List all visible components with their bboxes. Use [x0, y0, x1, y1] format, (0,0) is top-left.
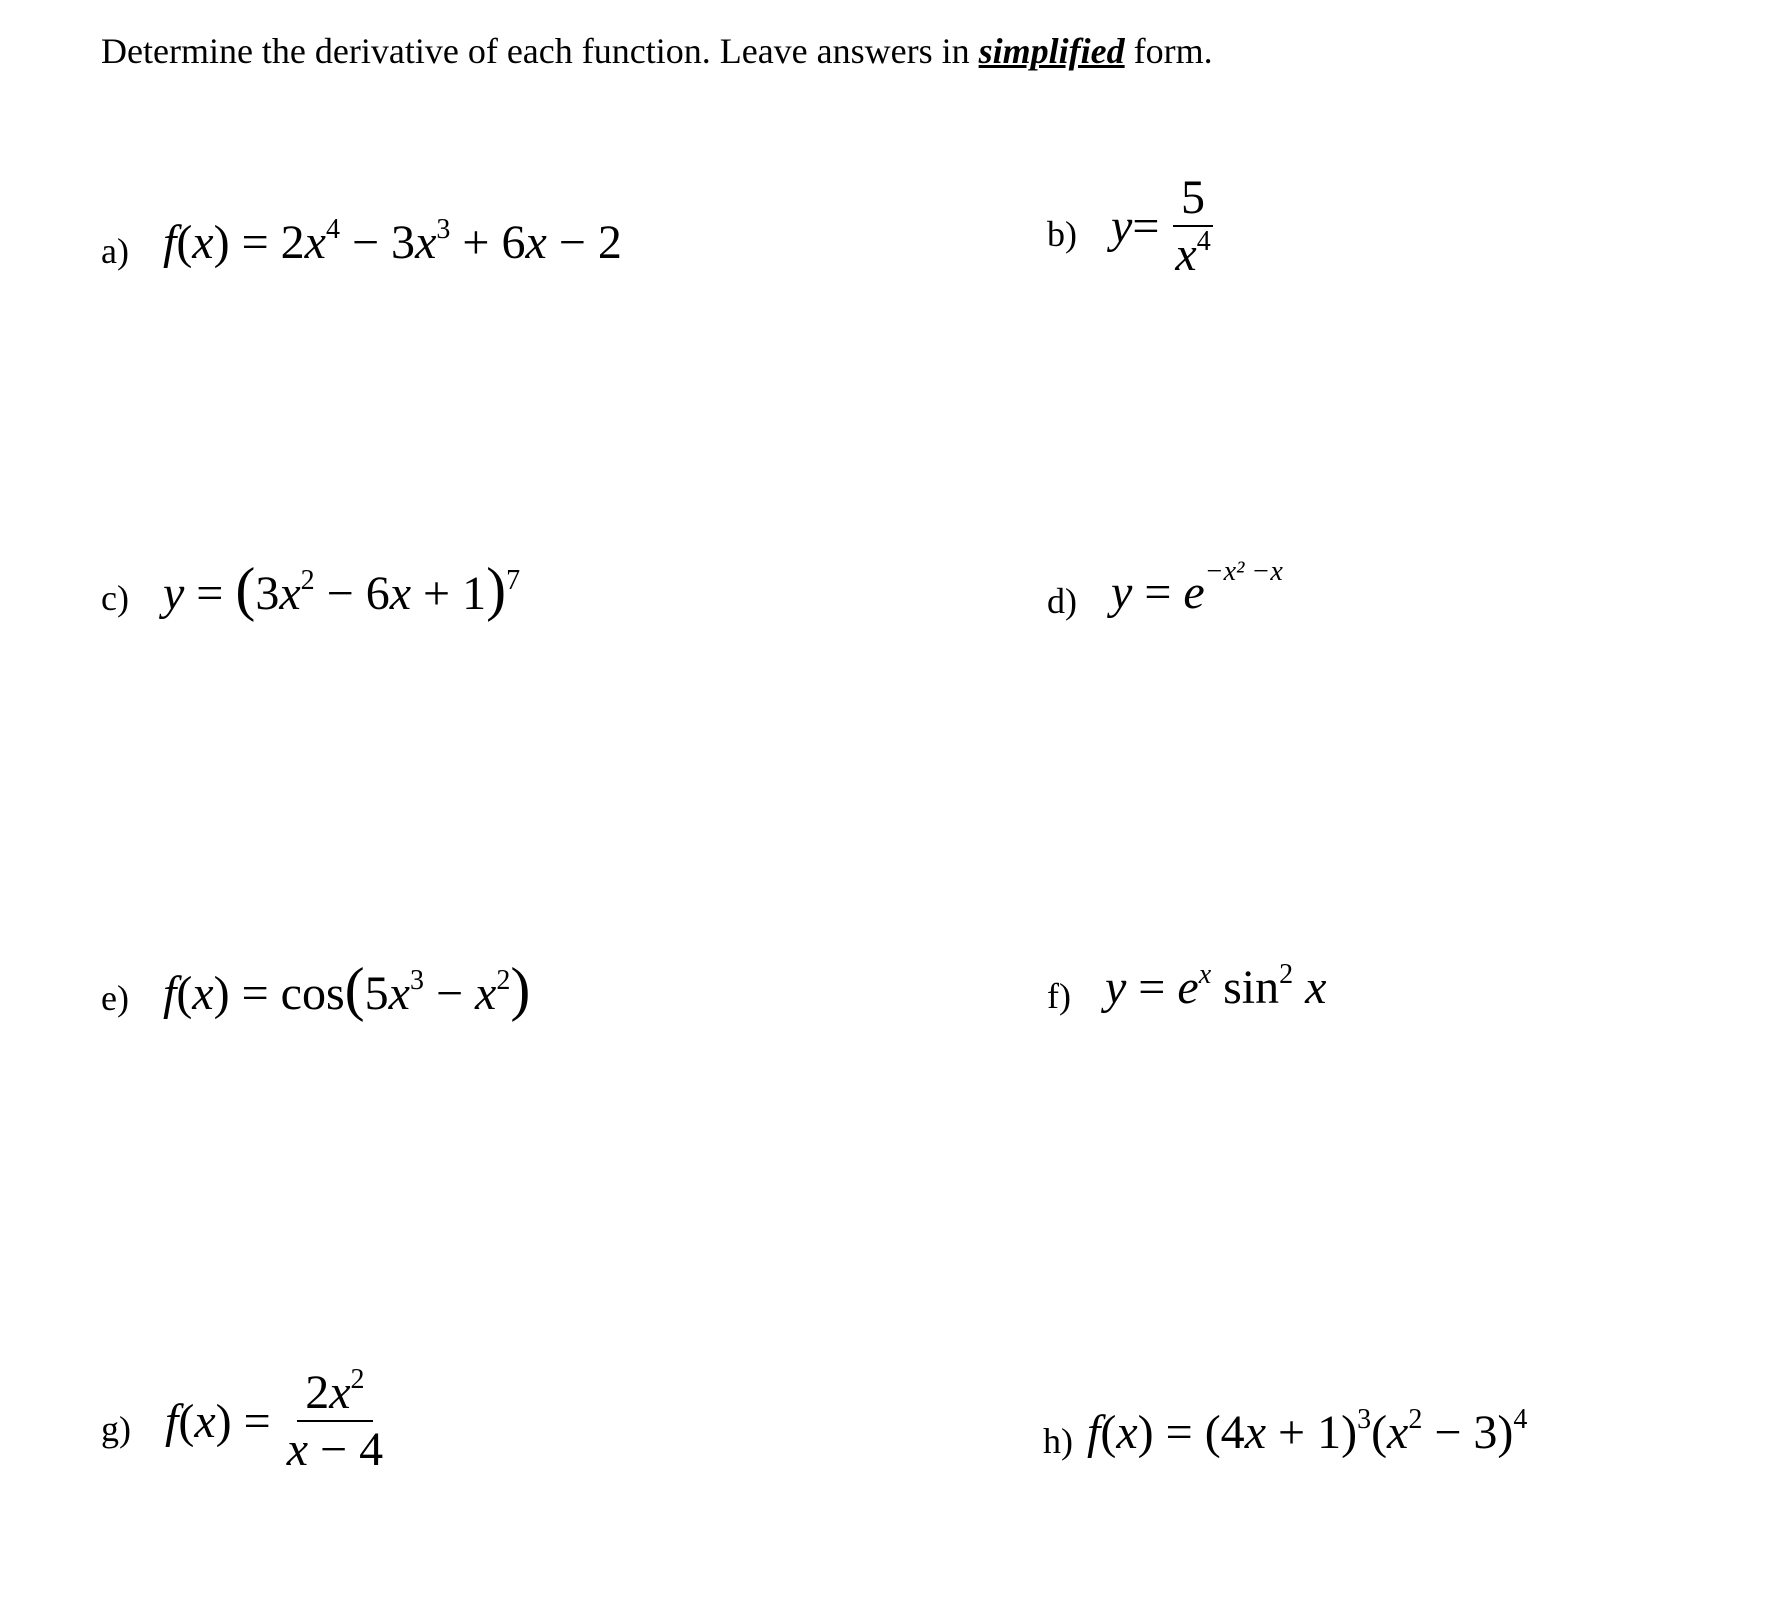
math-token: ( — [235, 556, 256, 622]
math-token: x — [475, 967, 497, 1020]
math-token: f — [165, 1394, 179, 1448]
math-token: y — [1111, 566, 1133, 619]
math-token: f — [162, 967, 177, 1020]
math-token: ) = (4 — [1137, 1406, 1245, 1459]
problem-label: d) — [1047, 580, 1077, 621]
problem-d — [1047, 556, 1283, 621]
math-token: x — [1198, 959, 1212, 990]
math-token: 4 — [1513, 1404, 1528, 1435]
math-token: − 3) — [1422, 1406, 1514, 1459]
math-token: 5 — [364, 967, 389, 1020]
math-token: 2 — [305, 1366, 330, 1419]
math-token: = — [184, 567, 236, 620]
math-token: 4 — [325, 214, 340, 245]
math-token: x — [304, 216, 326, 269]
problem-label: a) — [101, 230, 129, 271]
math-token: ( — [1371, 1406, 1388, 1459]
math-token: x — [525, 216, 547, 269]
problem-b — [1047, 170, 1219, 282]
problem-label: h) — [1043, 1420, 1073, 1461]
math-token: x — [192, 967, 214, 1020]
instructions-text-end: form. — [1124, 31, 1213, 71]
math-token: 5 — [1173, 170, 1213, 227]
math-token: x — [1293, 961, 1327, 1014]
math-token: x — [1387, 1406, 1409, 1459]
problem-label: c) — [101, 577, 129, 618]
math-token: 7 — [506, 565, 521, 596]
math-token: − 6 — [314, 567, 390, 620]
math-token: + 1 — [411, 567, 487, 620]
math-token: x — [194, 1394, 216, 1448]
math-token: y — [1111, 199, 1133, 253]
problem-label: e) — [101, 977, 129, 1018]
problem-c — [101, 555, 520, 624]
math-token: x — [279, 567, 301, 620]
math-token: = — [1126, 961, 1178, 1014]
math-token: x — [388, 967, 410, 1020]
math-token: ) = — [215, 1394, 271, 1448]
math-token: x — [415, 216, 437, 269]
math-token: − 2 — [546, 216, 622, 269]
math-token: y — [1104, 961, 1127, 1014]
instructions-emphasis: simplified — [978, 31, 1125, 71]
expression — [1111, 170, 1219, 282]
math-token: x — [192, 216, 214, 269]
math-token: = — [1132, 566, 1184, 619]
math-token: 3 — [436, 214, 451, 245]
math-token: ( — [176, 967, 193, 1020]
problem-h — [1043, 1405, 1527, 1460]
expression — [163, 555, 520, 624]
math-token: ( — [344, 956, 365, 1022]
problem-label: b) — [1047, 214, 1077, 255]
math-token: y — [162, 567, 185, 620]
math-token: e — [1183, 566, 1205, 619]
math-token: 4 — [1196, 226, 1211, 258]
math-token: + 1) — [1266, 1406, 1358, 1459]
instructions — [101, 30, 1213, 72]
math-token: f — [162, 216, 177, 269]
problem-g — [101, 1365, 391, 1477]
expression — [1105, 960, 1326, 1015]
math-token: 3 — [1357, 1404, 1372, 1435]
math-token: − 4 — [308, 1423, 384, 1477]
problem-a — [101, 215, 622, 270]
math-token: ( — [1100, 1406, 1117, 1459]
math-token: − 3 — [339, 216, 416, 269]
problem-e — [101, 955, 530, 1024]
math-token: ( — [176, 216, 193, 269]
math-token: 2 — [350, 1364, 365, 1395]
math-token: f — [1087, 1406, 1101, 1459]
math-token: x — [389, 567, 412, 620]
problem-f — [1047, 960, 1326, 1015]
expression — [165, 1365, 391, 1477]
instructions-text: Determine the derivative of each function. Leave answers in — [101, 31, 979, 71]
math-token: 3 — [255, 567, 280, 620]
math-token: ) = cos — [213, 967, 345, 1020]
math-token: 2 — [496, 965, 511, 996]
math-token: 2 — [1279, 959, 1294, 990]
expression — [163, 215, 622, 270]
math-token: 2 — [300, 565, 315, 596]
math-token: −x² −x — [1204, 556, 1283, 587]
math-token: x — [329, 1366, 351, 1419]
math-token: = — [1132, 199, 1160, 253]
math-token: + 6 — [450, 216, 526, 269]
math-token: x — [1244, 1406, 1266, 1459]
expression — [1111, 556, 1283, 620]
math-token: ) — [486, 556, 507, 622]
problem-label: g) — [101, 1409, 131, 1450]
expression — [1087, 1405, 1527, 1460]
math-token: x — [1116, 1406, 1138, 1459]
expression — [163, 955, 530, 1024]
math-token: ( — [178, 1394, 195, 1448]
math-token: e — [1177, 961, 1199, 1014]
math-token: 2 — [1408, 1404, 1423, 1435]
math-token: x — [286, 1423, 309, 1477]
problem-label: f) — [1047, 975, 1071, 1016]
math-token: sin — [1211, 961, 1280, 1014]
math-token: 3 — [409, 965, 424, 996]
math-token: − — [423, 967, 476, 1020]
math-token: ) = 2 — [213, 216, 305, 269]
math-token: x — [1175, 228, 1197, 282]
math-token: ) — [510, 956, 531, 1022]
